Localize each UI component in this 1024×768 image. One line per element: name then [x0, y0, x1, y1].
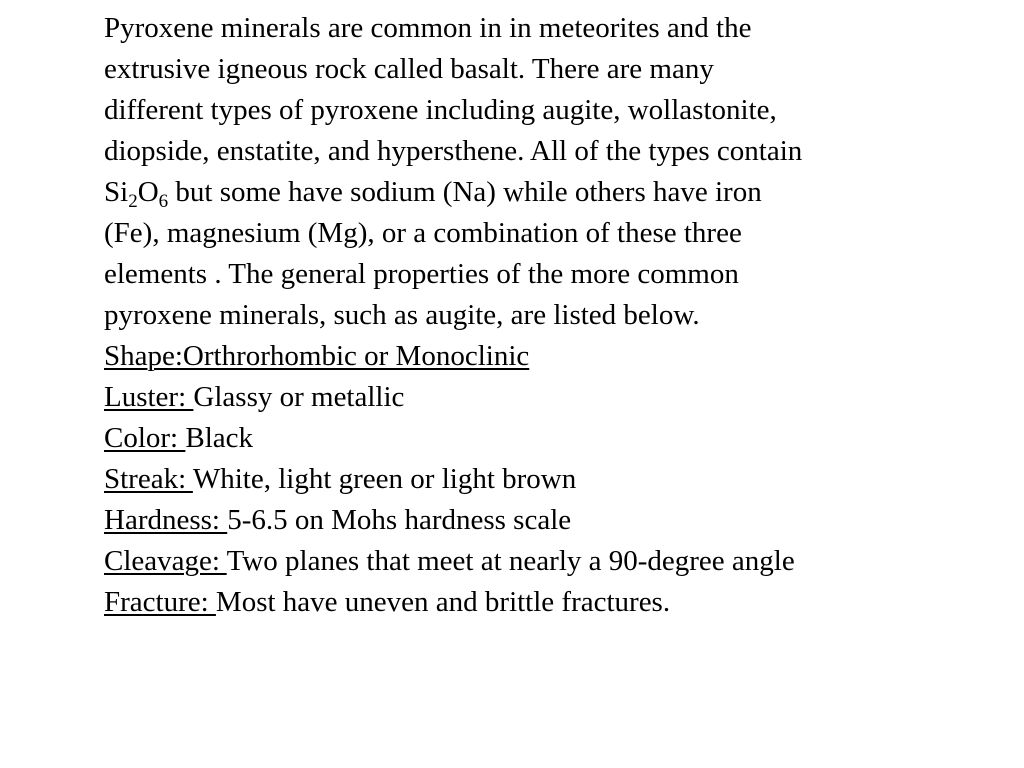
intro-line-2: extrusive igneous rock called basalt. There are many	[104, 53, 714, 85]
property-color-label: Color:	[104, 422, 186, 454]
intro-paragraph	[104, 8, 1004, 336]
formula-subscript-6: 6	[158, 191, 169, 212]
property-cleavage-label: Cleavage:	[104, 545, 227, 577]
property-streak-value: White, light green or light brown	[192, 463, 577, 495]
property-shape-text: Shape:Orthrorhombic or Monoclinic	[104, 340, 530, 372]
property-shape	[104, 336, 1004, 377]
property-color	[104, 418, 1004, 459]
property-cleavage	[104, 541, 1004, 582]
intro-line-3: different types of pyroxene including augite, wollastonite,	[104, 94, 777, 126]
intro-line-4: diopside, enstatite, and hypersthene. All of the types contain	[104, 135, 803, 167]
intro-line-8: pyroxene minerals, such as augite, are listed below.	[104, 299, 700, 331]
intro-line-5-rest: but some have sodium (Na) while others have iron	[168, 176, 762, 208]
formula-si: Si	[104, 176, 129, 208]
property-luster-value: Glassy or metallic	[193, 381, 405, 413]
property-streak	[104, 459, 1004, 500]
property-hardness	[104, 500, 1004, 541]
intro-line-1: Pyroxene minerals are common in in meteorites and the	[104, 12, 752, 44]
formula-subscript-2: 2	[128, 191, 138, 212]
property-luster	[104, 377, 1004, 418]
intro-line-5	[104, 172, 1004, 213]
formula-o: O	[137, 176, 159, 208]
property-hardness-label: Hardness:	[104, 504, 228, 536]
property-color-value: Black	[185, 422, 254, 454]
property-fracture-label: Fracture:	[104, 586, 216, 618]
property-hardness-value: 5-6.5 on Mohs hardness scale	[227, 504, 572, 536]
intro-line-6: (Fe), magnesium (Mg), or a combination of these three	[104, 217, 742, 249]
slide-text-body	[104, 8, 1004, 623]
property-cleavage-value: Two planes that meet at nearly a 90-degree angle	[226, 545, 795, 577]
property-luster-label: Luster:	[104, 381, 194, 413]
intro-line-7: elements . The general properties of the more common	[104, 258, 739, 290]
property-fracture	[104, 582, 1004, 623]
property-streak-label: Streak:	[104, 463, 193, 495]
property-fracture-value: Most have uneven and brittle fractures.	[215, 586, 671, 618]
properties-list	[104, 336, 1004, 623]
